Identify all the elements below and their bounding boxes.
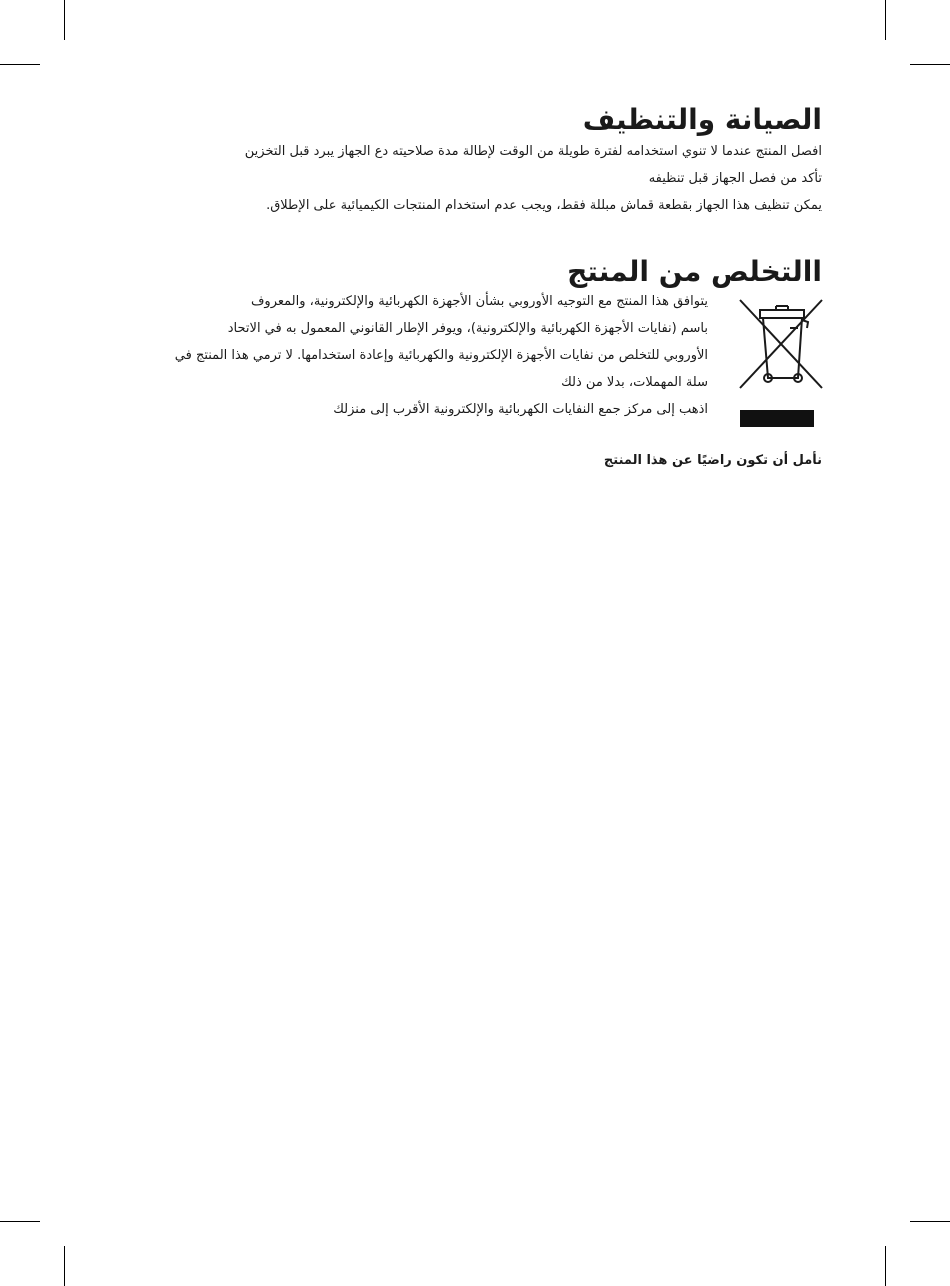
maintenance-title: الصيانة والتنظيف (582, 103, 822, 136)
crop-mark (885, 0, 886, 40)
disposal-line: باسم (نفايات الأجهزة الكهربائية والإلكترونية)، ويوفر الإطار القانوني المعمول به في الاتحاد (227, 321, 708, 336)
crop-mark (64, 1246, 65, 1286)
disposal-line: سلة المهملات، بدلا من ذلك (561, 375, 708, 390)
crop-mark (0, 64, 40, 65)
crop-mark (64, 0, 65, 40)
crop-mark (910, 64, 950, 65)
maintenance-line: افصل المنتج عندما لا تنوي استخدامه لفترة طويلة من الوقت لإطالة مدة صلاحيته دع الجهاز يبرد قبل التخزين (244, 144, 822, 159)
disposal-line: اذهب إلى مركز جمع النفايات الكهربائية والإلكترونية الأقرب إلى منزلك (333, 402, 708, 417)
closing-statement: نأمل أن تكون راضيًا عن هذا المنتج (603, 453, 822, 468)
maintenance-line: تأكد من فصل الجهاز قبل تنظيفه (648, 171, 822, 186)
maintenance-line: يمكن تنظيف هذا الجهاز بقطعة قماش مبللة فقط، ويجب عدم استخدام المنتجات الكيميائية على الإطلاق. (266, 198, 822, 213)
disposal-line: الأوروبي للتخلص من نفايات الأجهزة الإلكترونية والكهربائية وإعادة استخدامها. لا ترمي هذا المنتج في (174, 348, 708, 363)
crop-mark (885, 1246, 886, 1286)
disposal-title: االتخلص من المنتج (567, 255, 822, 288)
crop-mark (910, 1221, 950, 1222)
crossed-out-wheelie-bin-icon (738, 298, 824, 428)
disposal-line: يتوافق هذا المنتج مع التوجيه الأوروبي بشأن الأجهزة الكهربائية والإلكترونية، والمعروف (250, 294, 708, 309)
crop-mark (0, 1221, 40, 1222)
